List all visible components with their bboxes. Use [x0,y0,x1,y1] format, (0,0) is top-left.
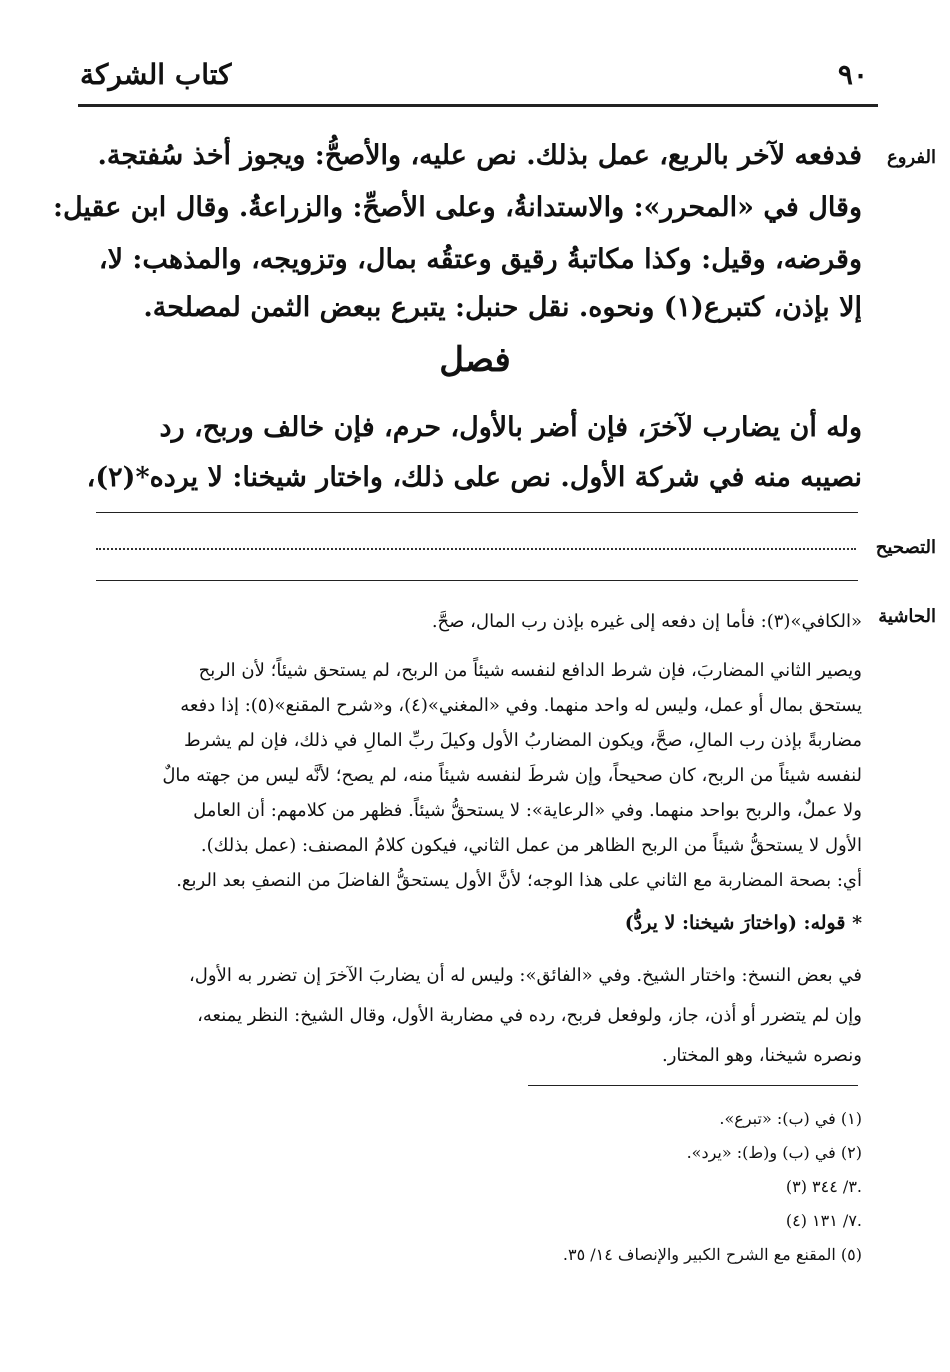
footnote-item: (٥) المقنع مع الشرح الكبير والإنصاف ١٤/ ٣٥. [562,1245,862,1264]
hashia-line: ولا عملٌ، والربح بواحد منهما. وفي «الرعاية»: لا يستحقُّ شيئاً. فظهر من كلامهم: أن العامل [193,800,862,821]
running-header-title: كتاب الشركة [80,58,232,91]
main-text-line: وقرضه، وقيل: وكذا مكاتبةُ رقيق وعتقُه بمال، وتزويجه، والمذهب: لا، [98,244,862,275]
main-text-line: فدفعه لآخر بالربع، عمل بذلك. نص عليه، والأصحُّ: ويجوز أخذ سُفتجة. [97,140,862,171]
hashia-line: الأول لا يستحقُّ شيئاً من الربح الظاهر من عمل الثاني، فيكون كلامُ المصنف: (عمل بذلك). [200,835,862,856]
qawl-heading: * قوله: (واختارَ شيخنا: لا يردُّ) [624,912,862,934]
qawl-text-line: ونصره شيخنا، وهو المختار. [661,1045,862,1066]
tashih-dotted-line [96,548,856,550]
footnote-item: (٤) ٧/ ١٣١. [785,1211,862,1230]
hashia-line: مضاربةً بإذن رب المالِ، صحَّ، ويكون المضاربُ الأول وكيلَ ربِّ المالِ في ذلك، فإن لم يشرط [184,730,862,751]
footnote-item: (٣) ٣/ ٣٤٤. [785,1177,862,1196]
fasl-text-line: وله أن يضارب لآخرَ، فإن أضر بالأول، حرم، فإن خالف وربح، رد [159,412,862,443]
hashia-line: لنفسه شيئاً من الربح، كان صحيحاً، وإن شرطَ لنفسه شيئاً منه، لم يصح؛ لأنَّه ليس من جهته مالٌ [162,765,862,786]
section-label-furu: الفروع [887,147,936,168]
section-divider [96,580,858,581]
qawl-text-line: وإن لم يتضرر أو أذن، جاز، ولوفعل فربح، رده في مضاربة الأول، وقال الشيخ: النظر يمنعه، [197,1005,862,1026]
footnote-divider [528,1085,858,1086]
page-number: ٩٠ [837,58,868,91]
section-label-tashih: التصحيح [875,537,936,558]
hashia-line: أي: بصحة المضاربة مع الثاني على هذا الوجه؛ لأنَّ الأول يستحقُّ الفاضلَ من النصفِ بعد الربع. [176,870,862,891]
main-text-line: إلا بإذن، كتبرع(١) ونحوه. نقل حنبل: يتبرع ببعض الثمن لمصلحة. [143,292,862,323]
hashia-line: ويصير الثاني المضاربَ، فإن شرط الدافع لنفسه شيئاً من الربح، لم يستحق شيئاً؛ لأن الربح [198,660,862,681]
fasl-heading: فصل [439,340,511,380]
section-label-hashia: الحاشية [878,606,936,627]
fasl-text-line: نصيبه منه في شركة الأول. نص على ذلك، واختار شيخنا: لا يرده*(٢)، [86,462,862,493]
hashia-line: يستحق بمال أو عمل، وليس له واحد منهما. وفي «المغني»(٤)، و«شرح المقنع»(٥): إذا دفعه [180,695,862,716]
section-divider [96,512,858,513]
qawl-text-line: في بعض النسخ: واختار الشيخ. وفي «الفائق»: وليس له أن يضاربَ الآخرَ إن تضرر به الأول، [188,965,862,986]
footnote-item: (١) في (ب): «تبرع». [719,1109,862,1128]
main-text-line: وقال في «المحرر»: والاستدانةُ، وعلى الأصحِّ: والزراعةُ. وقال ابن عقيل: [53,192,862,223]
footnote-item: (٢) في (ب) و(ط): «يرد». [686,1143,862,1162]
hashia-line: «الكافي»(٣): فأما إن دفعه إلى غيره بإذن رب المال، صحَّ. [431,611,862,632]
header-divider [78,104,878,107]
